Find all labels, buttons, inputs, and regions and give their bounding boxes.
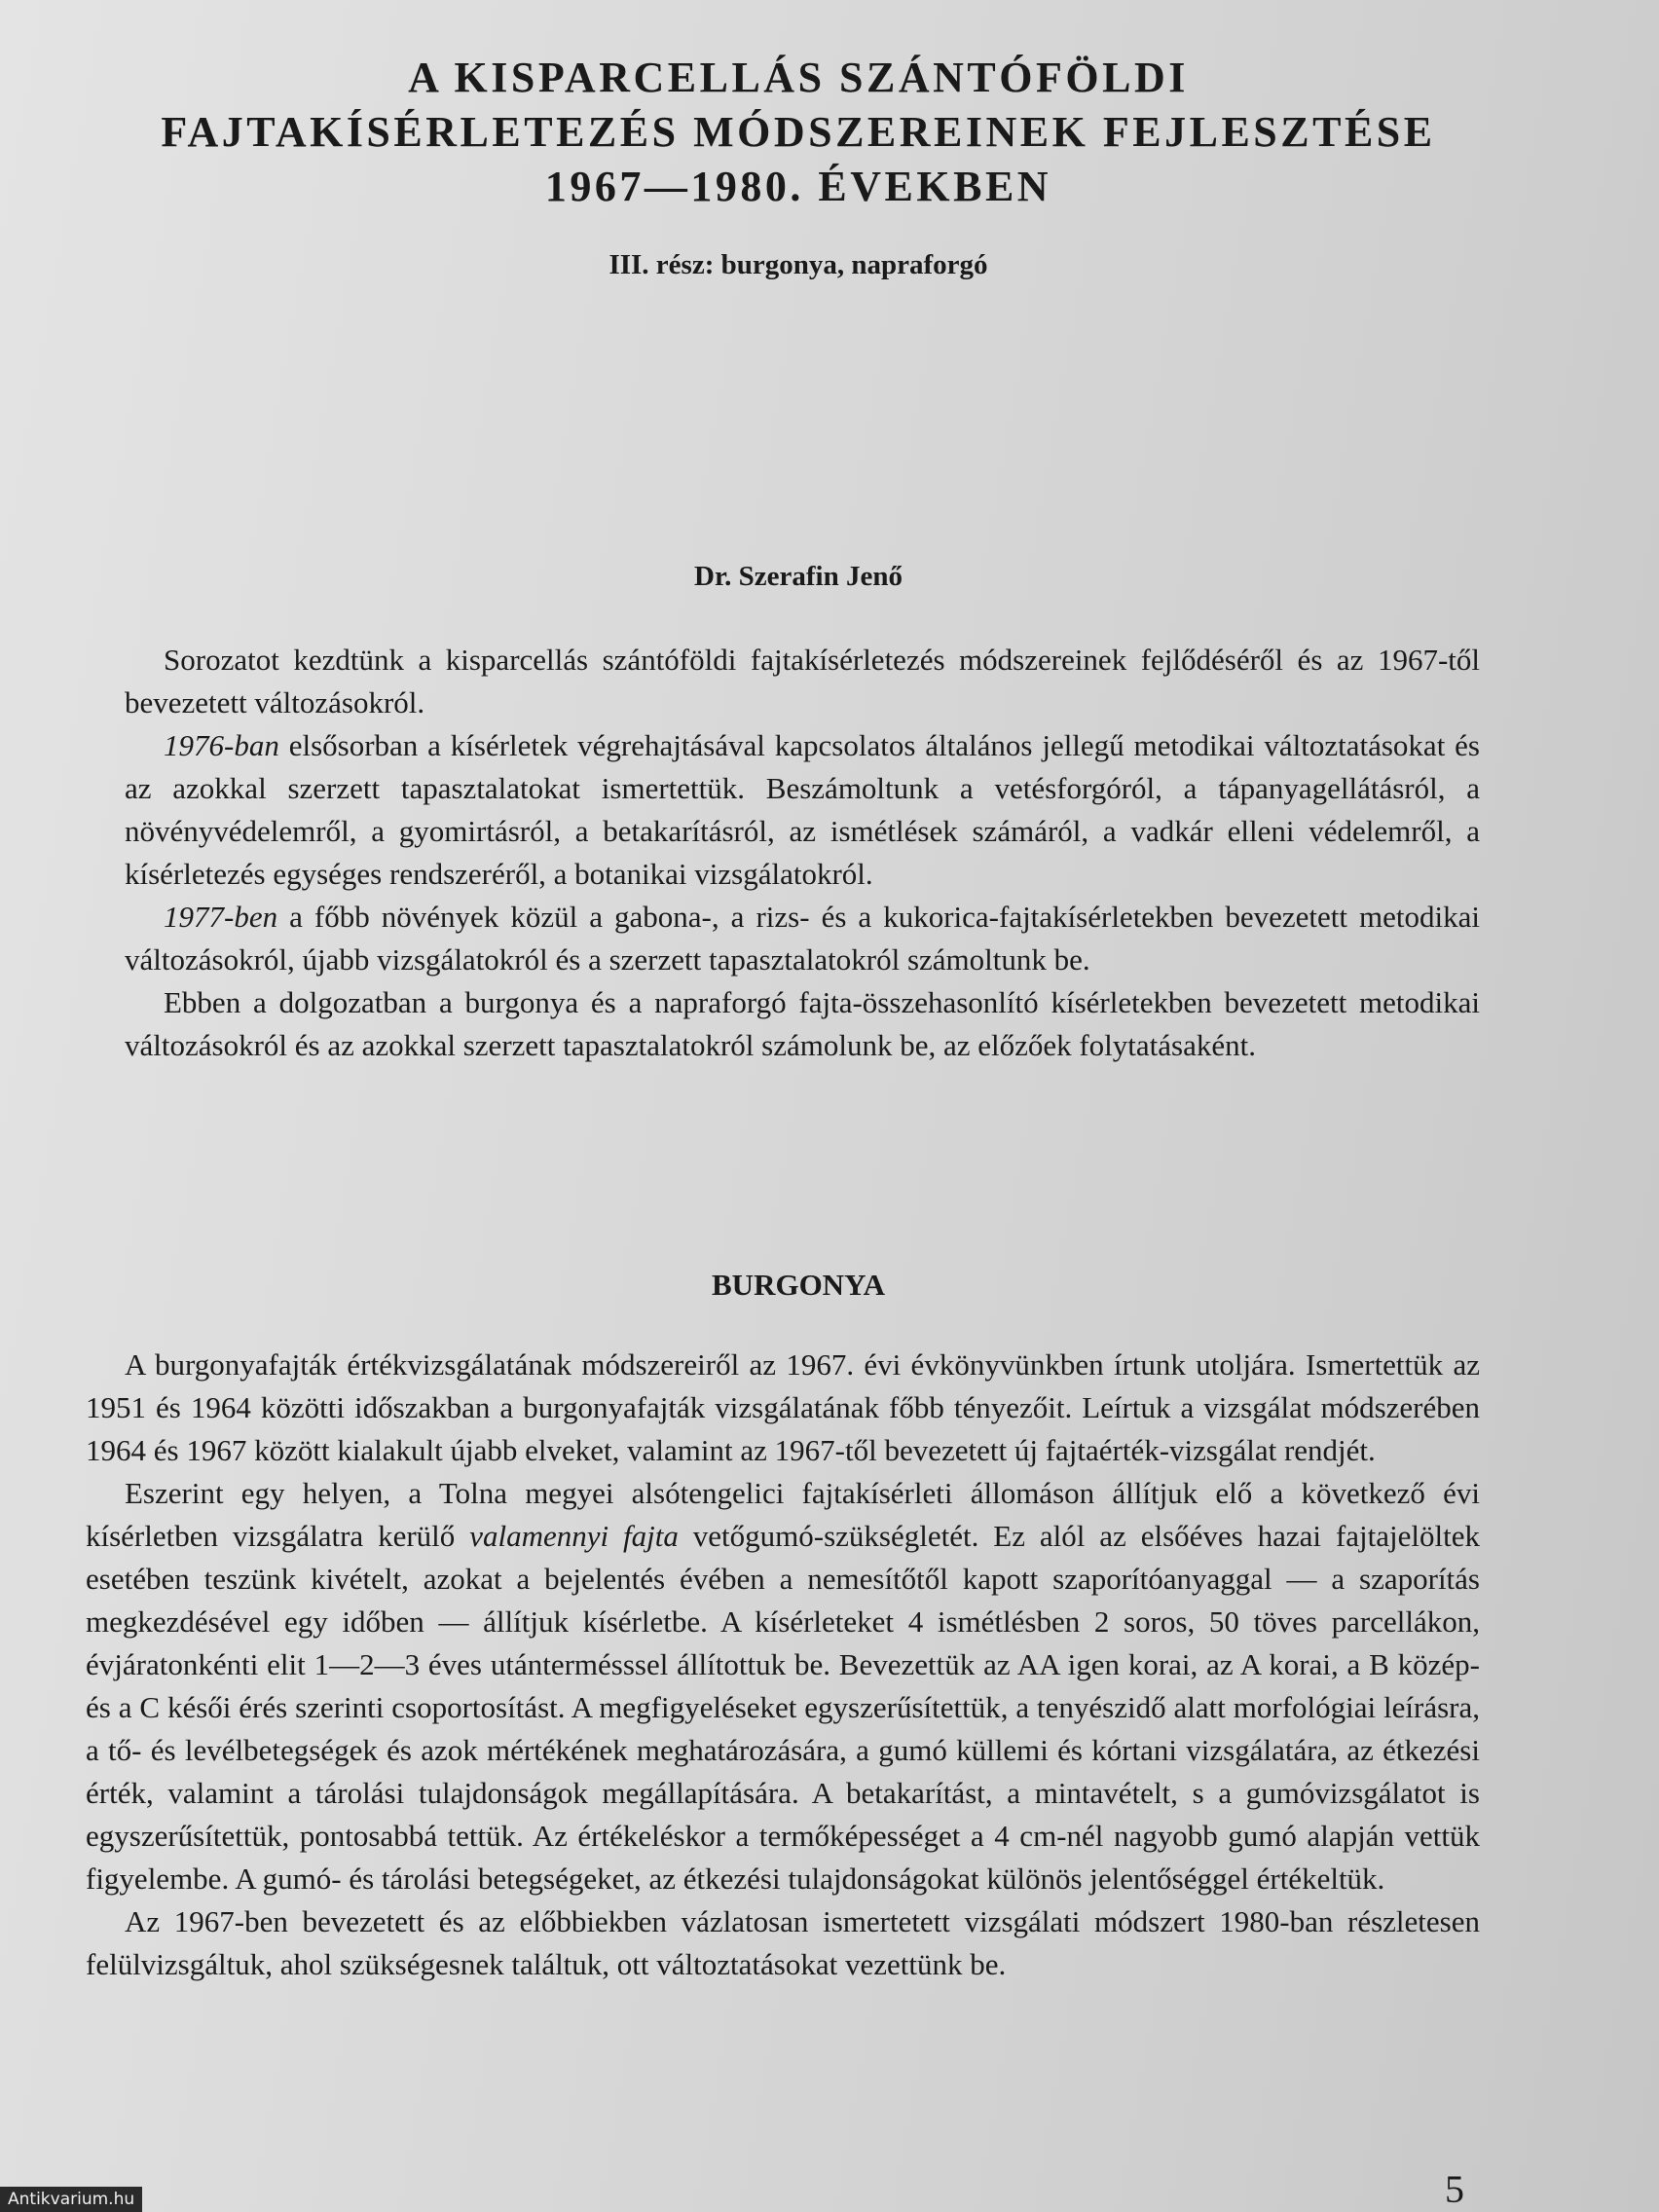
burgonya-section-body [86,1344,1480,1986]
intro-paragraph-2: 1976-ban elsősorban a kísérletek végrehajtásával kapcsolatos általános jellegű metodikai változtatásokat és az azokkal szerzett tapasztalatokat ismertettük. Beszámoltunk a vetésforgóról, a tápanyagellátásról, a növényvédelemről, a gyomirtásról, a betakarításról, az ismétlések számáról, a vadkár elleni védelemről, a kísérletezés egységes rendszeréről, a botanikai vizsgálatokról. [125,728,1480,891]
title-line-3: 1967—1980. ÉVEKBEN [544,163,1052,210]
intro-paragraph-4: Ebben a dolgozatban a burgonya és a napraforgó fajta-összehasonlító kísérletekben bevezetett metodikai változásokról és az azokkal szerzett tapasztalatokról számolunk be, az előzőek folytatásaként. [125,985,1480,1062]
burgonya-paragraph-3: Az 1967-ben bevezetett és az előbbiekben vázlatosan ismertetett vizsgálati módszert 1980-ban részletesen felülvizsgáltuk, ahol szükségesnek találtuk, ott változtatásokat vezettünk be. [86,1904,1480,1981]
article-title [97,51,1499,214]
intro-paragraph-1: Sorozatot kezdtünk a kisparcellás szántóföldi fajtakísérletezés módszereinek fejlődéséről és az 1967-től bevezetett változásokról. [125,643,1480,719]
burgonya-paragraph-1: A burgonyafajták értékvizsgálatának módszereiről az 1967. évi évkönyvünkben írtunk utoljára. Ismertettük az 1951 és 1964 közötti időszakban a burgonyafajták vizsgálatának főbb tényezőit. Leírtuk a vizsgálat módszerében 1964 és 1967 között kialakult újabb elveket, valamint az 1967-től bevezetett új fajtaérték-vizsgálat rendjét. [86,1347,1480,1467]
section-heading-burgonya: BURGONYA [712,1268,885,1302]
title-line-1: A KISPARCELLÁS SZÁNTÓFÖLDI [408,54,1189,101]
page-number: 5 [1445,2167,1464,2211]
year-1976: 1976-ban [164,728,279,762]
intro-section [125,639,1480,1067]
emphasis-valamennyi-fajta: valamennyi fajta [469,1519,679,1553]
burgonya-paragraph-2: Eszerint egy helyen, a Tolna megyei alsótengelici fajtakísérleti állomáson állítjuk elő a következő évi kísérletben vizsgálatra kerülő valamennyi fajta vetőgumó-szükségletét. Ez alól az elsőéves hazai fajtajelöltek esetében teszünk kivételt, azokat a bejelentés évében a nemesítőtől kapott szaporítóanyaggal — a szaporítás megkezdésével egy időben — állítjuk kísérletbe. A kísérleteket 4 ismétlésben 2 soros, 50 töves parcellákon, évjáratonkénti elit 1—2—3 éves utántermésssel állítottuk be. Bevezettük az AA igen korai, az A korai, a B közép- és a C késői érés szerinti csoportosítást. A megfigyeléseket egyszerűsítettük, a tenyészidő alatt morfológiai leírásra, a tő- és levélbetegségek és azok mértékének meghatározására, a gumó küllemi és kórtani vizsgálatára, az étkezési érték, valamint a tárolási tulajdonságok megállapítására. A betakarítást, a mintavételt, s a gumóvizsgálatot is egyszerűsítettük, pontosabbá tettük. Az értékeléskor a termőképességet a 4 cm-nél nagyobb gumó alapján vettük figyelembe. A gumó- és tárolási betegségeket, az étkezési tulajdonságokat különös jelentőséggel értékeltük. [86,1476,1480,1896]
author-name: Dr. Szerafin Jenő [694,561,903,592]
title-line-2: FAJTAKÍSÉRLETEZÉS MÓDSZEREINEK FEJLESZTÉSE [161,108,1436,156]
article-subtitle: III. rész: burgonya, napraforgó [608,249,988,280]
intro-paragraph-3: 1977-ben a főbb növények közül a gabona-, a rizs- és a kukorica-fajtakísérletekben bevezetett metodikai változásokról, újabb vizsgálatokról és a szerzett tapasztalatokról számoltunk be. [125,900,1480,977]
watermark-logo: Antikvarium.hu [0,2187,142,2212]
year-1977: 1977-ben [164,900,278,934]
